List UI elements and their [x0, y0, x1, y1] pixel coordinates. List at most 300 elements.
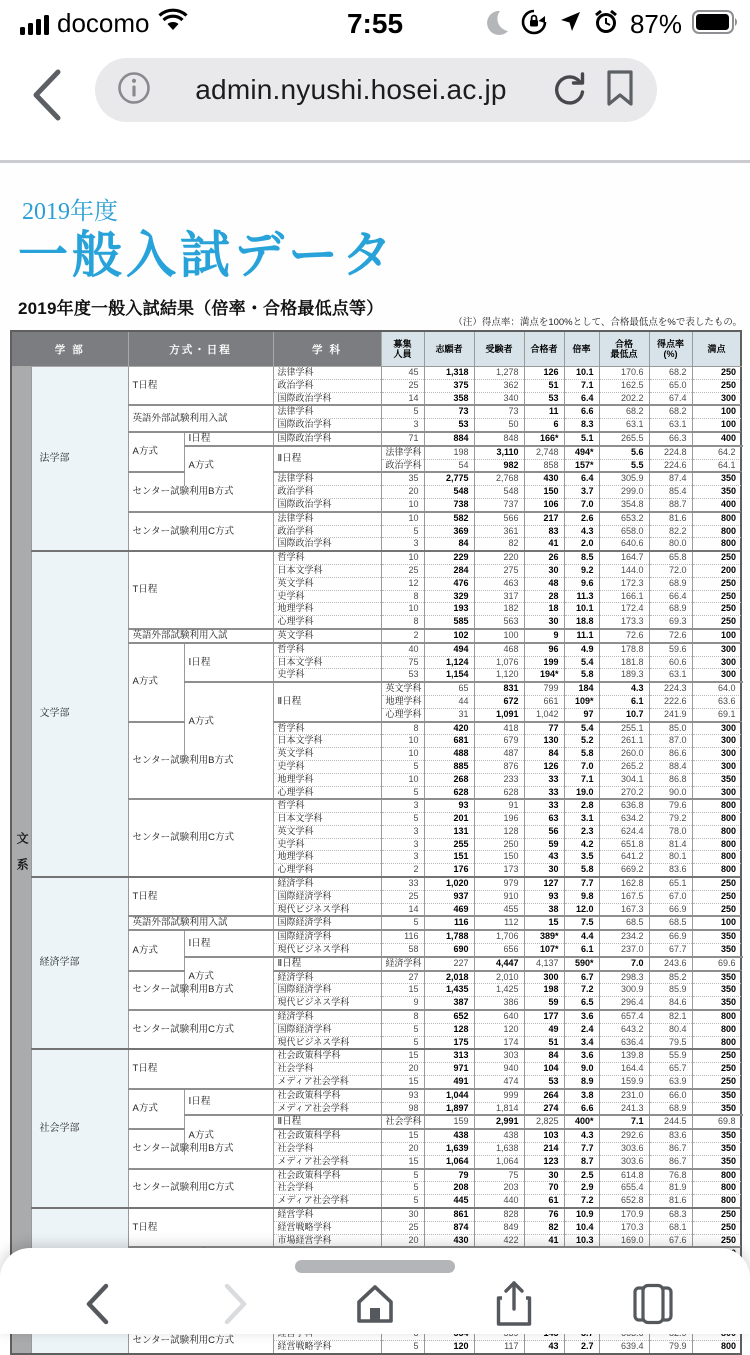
value-cell: 250 [692, 1076, 741, 1089]
bookmark-icon[interactable] [605, 69, 635, 112]
value-cell: 82.2 [649, 525, 692, 538]
value-cell: 208 [424, 1182, 474, 1195]
schedule-cell: Ⅱ日程 [273, 1115, 381, 1129]
value-cell: 170.3 [599, 1221, 649, 1234]
share-button[interactable] [492, 1282, 536, 1326]
method-cell: A方式 [184, 1115, 273, 1155]
url-text[interactable]: admin.nyushi.hosei.ac.jp [195, 74, 507, 105]
value-cell: 82 [524, 1221, 564, 1234]
value-cell: 438 [424, 1129, 474, 1142]
value-cell: 369 [424, 525, 474, 538]
value-cell: 93 [524, 890, 564, 903]
value-cell: 488 [424, 748, 474, 761]
dept-cell: 史学科 [273, 760, 381, 773]
value-cell: 8 [381, 616, 424, 629]
value-cell: 75 [474, 1169, 524, 1182]
value-cell: 5.1 [564, 432, 599, 446]
value-cell: 49 [524, 1023, 564, 1036]
value-cell: 67.4 [649, 392, 692, 405]
value-cell: 7.7 [564, 877, 599, 890]
dept-cell: 国際政治学科 [273, 498, 381, 511]
value-cell: 910 [474, 890, 524, 903]
value-cell: 2,748 [524, 446, 564, 459]
value-cell: 400* [564, 1115, 599, 1129]
value-cell: 79.2 [649, 813, 692, 826]
value-cell: 7.0 [599, 957, 649, 971]
tabs-button[interactable] [631, 1282, 675, 1326]
value-cell: 1,639 [424, 1143, 474, 1156]
value-cell: 1,638 [474, 1143, 524, 1156]
value-cell: 6.4 [564, 472, 599, 485]
value-cell: 681 [424, 735, 474, 748]
value-cell: 64.1 [692, 459, 741, 472]
value-cell: 2,991 [474, 1115, 524, 1129]
value-cell: 6.6 [564, 405, 599, 418]
value-cell: 800 [692, 1340, 741, 1353]
value-cell: 38 [524, 903, 564, 916]
value-cell: 18.8 [564, 616, 599, 629]
value-cell: 81.9 [649, 1182, 692, 1195]
value-cell: 10.3 [564, 1234, 599, 1247]
value-cell: 83.6 [649, 1129, 692, 1142]
value-cell: 5.8 [564, 748, 599, 761]
value-cell: 474 [474, 1076, 524, 1089]
value-cell: 51 [524, 379, 564, 392]
value-cell: 971 [424, 1063, 474, 1076]
dept-cell: 法律学科 [273, 405, 381, 418]
value-cell: 389* [524, 930, 564, 943]
value-cell: 275 [474, 564, 524, 577]
value-cell: 244.5 [649, 1115, 692, 1129]
value-cell: 116 [381, 930, 424, 943]
value-cell: 800 [692, 851, 741, 864]
value-cell: 151 [424, 851, 474, 864]
value-cell: 68.2 [599, 405, 649, 418]
dept-cell: 経済学科 [273, 877, 381, 890]
method-cell: センター試験利用C方式 [128, 1169, 273, 1208]
url-field[interactable] [95, 58, 657, 122]
method-cell: A方式 [128, 432, 184, 472]
value-cell: 56 [524, 825, 564, 838]
value-cell: 6.4 [564, 392, 599, 405]
dept-cell: 国際政治学科 [273, 419, 381, 432]
value-cell: 885 [424, 760, 474, 773]
value-cell: 11.3 [564, 590, 599, 603]
value-cell: 44 [424, 695, 474, 708]
value-cell: 84 [524, 1049, 564, 1062]
value-cell: 139.8 [599, 1049, 649, 1062]
value-cell: 10.1 [564, 603, 599, 616]
value-cell: 109* [564, 695, 599, 708]
method-cell: センター試験利用C方式 [128, 1327, 273, 1354]
header-col-7: 満点 [692, 331, 741, 367]
value-cell: 563 [474, 616, 524, 629]
value-cell: 65.0 [649, 379, 692, 392]
value-cell: 1,044 [424, 1089, 474, 1102]
value-cell: 3.8 [564, 1089, 599, 1102]
value-cell: 172.3 [599, 577, 649, 590]
value-cell: 20 [381, 1143, 424, 1156]
value-cell: 15 [524, 916, 564, 930]
battery-icon [692, 10, 738, 39]
forward-button [214, 1282, 258, 1326]
sheet-grabber[interactable] [295, 1260, 455, 1273]
dept-cell: 国際経済学科 [273, 890, 381, 903]
value-cell: 20 [381, 486, 424, 499]
value-cell: 69.6 [692, 957, 741, 971]
value-cell: 250 [474, 838, 524, 851]
back-chevron-icon[interactable] [30, 68, 64, 127]
dept-cell: 社会政策科学科 [273, 1129, 381, 1142]
value-cell: 241.9 [649, 708, 692, 721]
value-cell: 2 [381, 864, 424, 877]
dept-cell: 経済学科 [273, 1010, 381, 1023]
value-cell: 828 [474, 1208, 524, 1221]
value-cell: 79.9 [649, 1340, 692, 1353]
admission-results-table [10, 330, 742, 1355]
value-cell: 300 [524, 971, 564, 984]
value-cell: 15 [381, 1049, 424, 1062]
header-method: 方式・日程 [128, 331, 273, 367]
value-cell: 358 [424, 392, 474, 405]
value-cell: 79.6 [649, 799, 692, 812]
value-cell: 85.0 [649, 722, 692, 735]
dept-cell: 英文学科 [273, 748, 381, 761]
value-cell: 250 [692, 577, 741, 590]
back-button[interactable] [75, 1282, 119, 1326]
value-cell: 5.8 [564, 864, 599, 877]
value-cell: 639.4 [599, 1340, 649, 1353]
value-cell: 250 [692, 1221, 741, 1234]
value-cell: 86.7 [649, 1155, 692, 1168]
value-cell: 849 [474, 1221, 524, 1234]
value-cell: 4,137 [524, 957, 564, 971]
alarm-clock-icon [592, 8, 620, 41]
value-cell: 8.7 [564, 1155, 599, 1168]
value-cell: 643.2 [599, 1023, 649, 1036]
value-cell: 476 [424, 577, 474, 590]
dept-cell: 哲学科 [273, 643, 381, 656]
value-cell: 189.3 [599, 669, 649, 682]
value-cell: 679 [474, 735, 524, 748]
value-cell: 241.3 [599, 1102, 649, 1115]
value-cell: 5 [381, 1023, 424, 1036]
value-cell: 68.9 [649, 577, 692, 590]
value-cell: 800 [692, 1036, 741, 1049]
value-cell: 7.5 [564, 916, 599, 930]
value-cell: 90.0 [649, 786, 692, 799]
value-cell: 164.4 [599, 1063, 649, 1076]
value-cell: 268 [424, 773, 474, 786]
value-cell: 12 [381, 577, 424, 590]
value-cell: 300.9 [599, 984, 649, 997]
value-cell: 182 [474, 603, 524, 616]
section-title: 2019年度一般入試結果（倍率・合格最低点等） [18, 299, 384, 318]
value-cell: 68.9 [649, 1102, 692, 1115]
value-cell: 4.9 [564, 643, 599, 656]
value-cell: 7.0 [564, 498, 599, 511]
value-cell: 7.2 [564, 984, 599, 997]
dept-cell: 日本文学科 [273, 735, 381, 748]
value-cell: 6.6 [564, 1102, 599, 1115]
value-cell: 1,814 [474, 1102, 524, 1115]
method-cell: センター試験利用C方式 [128, 512, 273, 551]
value-cell: 672 [474, 695, 524, 708]
value-cell: 800 [692, 1023, 741, 1036]
dept-cell: 社会政策科学科 [273, 1169, 381, 1182]
value-cell: 303.6 [599, 1143, 649, 1156]
value-cell: 9.0 [564, 1063, 599, 1076]
value-cell: 229 [424, 551, 474, 564]
value-cell: 82.1 [649, 1010, 692, 1023]
value-cell: 83 [524, 525, 564, 538]
value-cell: 1,120 [474, 669, 524, 682]
value-cell: 4.4 [564, 930, 599, 943]
value-cell: 11 [524, 405, 564, 418]
value-cell: 3 [381, 538, 424, 551]
value-cell: 874 [424, 1221, 474, 1234]
value-cell: 653.2 [599, 512, 649, 525]
value-cell: 494* [564, 446, 599, 459]
value-cell: 651.8 [599, 838, 649, 851]
value-cell: 1,154 [424, 669, 474, 682]
value-cell: 2.3 [564, 825, 599, 838]
dept-cell: 政治学科 [273, 525, 381, 538]
value-cell: 566 [474, 512, 524, 525]
schedule-cell: Ⅰ日程 [184, 432, 273, 446]
value-cell: 7.2 [564, 1195, 599, 1208]
value-cell: 937 [424, 890, 474, 903]
value-cell: 65.8 [649, 551, 692, 564]
header-col-3: 合格者 [524, 331, 564, 367]
value-cell: 999 [474, 1089, 524, 1102]
dept-cell: 国際経済学科 [273, 930, 381, 943]
value-cell: 2.6 [564, 512, 599, 525]
value-cell: 1,091 [474, 708, 524, 721]
value-cell: 548 [474, 486, 524, 499]
value-cell: 25 [381, 564, 424, 577]
value-cell: 43 [524, 851, 564, 864]
clock-label: 7:55 [346, 8, 404, 39]
value-cell: 2,825 [524, 1115, 564, 1129]
value-cell: 8 [381, 722, 424, 735]
value-cell: 25 [381, 379, 424, 392]
dept-cell: 国際経済学科 [273, 1023, 381, 1036]
value-cell: 14 [381, 392, 424, 405]
value-cell: 116 [424, 916, 474, 930]
value-cell: 1,064 [424, 1155, 474, 1168]
value-cell: 445 [424, 1195, 474, 1208]
value-cell: 361 [474, 525, 524, 538]
dept-cell: 政治学科 [273, 486, 381, 499]
value-cell: 84 [524, 748, 564, 761]
value-cell: 2,010 [474, 971, 524, 984]
value-cell: 350 [692, 944, 741, 957]
value-cell: 20 [381, 1234, 424, 1247]
home-button[interactable] [353, 1282, 397, 1326]
value-cell: 9.2 [564, 564, 599, 577]
value-cell: 438 [474, 1129, 524, 1142]
value-cell: 159.9 [599, 1076, 649, 1089]
value-cell: 582 [424, 512, 474, 525]
info-circle-icon[interactable] [117, 71, 151, 110]
value-cell: 2.4 [564, 1023, 599, 1036]
value-cell: 669.2 [599, 864, 649, 877]
value-cell: 15 [381, 1129, 424, 1142]
schedule-cell: Ⅰ日程 [184, 930, 273, 957]
value-cell: 250 [692, 903, 741, 916]
value-cell: 100 [474, 629, 524, 643]
dept-cell: 現代ビジネス学科 [273, 1036, 381, 1049]
value-cell: 76.8 [649, 1169, 692, 1182]
value-cell: 6.7 [564, 971, 599, 984]
dept-cell: 法律学科 [273, 472, 381, 485]
value-cell: 3 [381, 851, 424, 864]
table-row [11, 1049, 741, 1062]
value-cell: 181.8 [599, 656, 649, 669]
dept-cell: 日本文学科 [273, 813, 381, 826]
value-cell: 5 [381, 405, 424, 418]
value-cell: 628 [424, 786, 474, 799]
dept-cell: 心理学科 [273, 864, 381, 877]
web-content [0, 163, 750, 1351]
value-cell: 300 [692, 722, 741, 735]
value-cell: 31 [424, 708, 474, 721]
value-cell: 58 [381, 944, 424, 957]
value-cell: 300 [692, 760, 741, 773]
value-cell: 292.6 [599, 1129, 649, 1142]
value-cell: 300 [692, 656, 741, 669]
value-cell: 350 [692, 1102, 741, 1115]
refresh-icon[interactable] [551, 70, 587, 111]
value-cell: 5.2 [564, 735, 599, 748]
value-cell: 494 [424, 643, 474, 656]
value-cell: 858 [524, 459, 564, 472]
method-cell: センター試験利用B方式 [128, 971, 273, 1010]
value-cell: 5 [381, 813, 424, 826]
value-cell: 9 [524, 629, 564, 643]
method-cell: T日程 [128, 1208, 273, 1247]
value-cell: 100 [692, 629, 741, 643]
value-cell: 299.0 [599, 486, 649, 499]
dept-cell: 日本文学科 [273, 656, 381, 669]
dept-cell: 法律学科 [381, 446, 424, 459]
value-cell: 250 [692, 1234, 741, 1247]
page-title: 一般入試データ [18, 227, 396, 283]
table-header-row [11, 331, 741, 367]
value-cell: 87.0 [649, 735, 692, 748]
value-cell: 636.4 [599, 1036, 649, 1049]
value-cell: 18 [524, 603, 564, 616]
value-cell: 27 [381, 971, 424, 984]
location-arrow-icon [558, 10, 582, 39]
value-cell: 350 [692, 486, 741, 499]
value-cell: 7.1 [564, 773, 599, 786]
dept-cell: 哲学科 [273, 722, 381, 735]
value-cell: 10.9 [564, 1208, 599, 1221]
value-cell: 59.6 [649, 643, 692, 656]
method-cell: センター試験利用C方式 [128, 1010, 273, 1049]
value-cell: 128 [474, 825, 524, 838]
value-cell: 284 [424, 564, 474, 577]
value-cell: 386 [474, 997, 524, 1010]
value-cell: 5.5 [599, 459, 649, 472]
value-cell: 10.4 [564, 1221, 599, 1234]
method-cell: A方式 [184, 957, 273, 997]
method-cell: 英語外部試験利用入試 [128, 405, 273, 432]
value-cell: 350 [692, 1129, 741, 1142]
value-cell: 8.5 [564, 551, 599, 564]
value-cell: 15 [381, 984, 424, 997]
value-cell: 59 [524, 997, 564, 1010]
value-cell: 176 [424, 864, 474, 877]
value-cell: 261.1 [599, 735, 649, 748]
value-cell: 68.5 [649, 916, 692, 930]
dept-cell: 日本文学科 [273, 564, 381, 577]
value-cell: 81.6 [649, 1195, 692, 1208]
schedule-cell: Ⅰ日程 [184, 643, 273, 682]
value-cell: 220 [474, 551, 524, 564]
header-col-2: 受験者 [474, 331, 524, 367]
value-cell: 487 [474, 748, 524, 761]
method-cell: A方式 [128, 930, 184, 970]
value-cell: 7.1 [564, 379, 599, 392]
status-bar [0, 0, 750, 46]
value-cell: 199 [524, 656, 564, 669]
dept-cell: 地理学科 [381, 695, 424, 708]
value-cell: 300 [692, 643, 741, 656]
value-cell: 658.0 [599, 525, 649, 538]
value-cell: 350 [692, 930, 741, 943]
value-cell: 296.4 [599, 997, 649, 1010]
method-cell: センター試験利用B方式 [128, 722, 273, 800]
value-cell: 440 [474, 1195, 524, 1208]
value-cell: 167.3 [599, 903, 649, 916]
dept-cell: 史学科 [273, 669, 381, 682]
header-col-5: 合格 最低点 [599, 331, 649, 367]
value-cell: 100 [692, 419, 741, 432]
value-cell: 72.0 [649, 564, 692, 577]
value-cell: 655.4 [599, 1182, 649, 1195]
value-cell: 5.6 [599, 446, 649, 459]
value-cell: 4.3 [564, 525, 599, 538]
dept-cell: 経営戦略学科 [273, 1221, 381, 1234]
value-cell: 10 [381, 773, 424, 786]
value-cell: 3.7 [564, 486, 599, 499]
value-cell: 5.8 [564, 669, 599, 682]
value-cell: 88.4 [649, 760, 692, 773]
value-cell: 418 [474, 722, 524, 735]
value-cell: 430 [424, 1234, 474, 1247]
value-cell: 548 [424, 486, 474, 499]
value-cell: 422 [474, 1234, 524, 1247]
value-cell: 634.2 [599, 813, 649, 826]
value-cell: 178.8 [599, 643, 649, 656]
value-cell: 657.4 [599, 1010, 649, 1023]
value-cell: 175 [424, 1036, 474, 1049]
dept-cell: 現代ビジネス学科 [273, 997, 381, 1010]
value-cell: 227 [424, 957, 474, 971]
value-cell: 1,020 [424, 877, 474, 890]
value-cell: 193 [424, 603, 474, 616]
value-cell: 217 [524, 512, 564, 525]
value-cell: 68.2 [649, 405, 692, 418]
value-cell: 8.9 [564, 1076, 599, 1089]
value-cell: 8 [381, 1010, 424, 1023]
schedule-cell: Ⅱ日程 [273, 957, 381, 971]
value-cell: 65 [424, 682, 474, 695]
dept-cell: 英文学科 [381, 682, 424, 695]
